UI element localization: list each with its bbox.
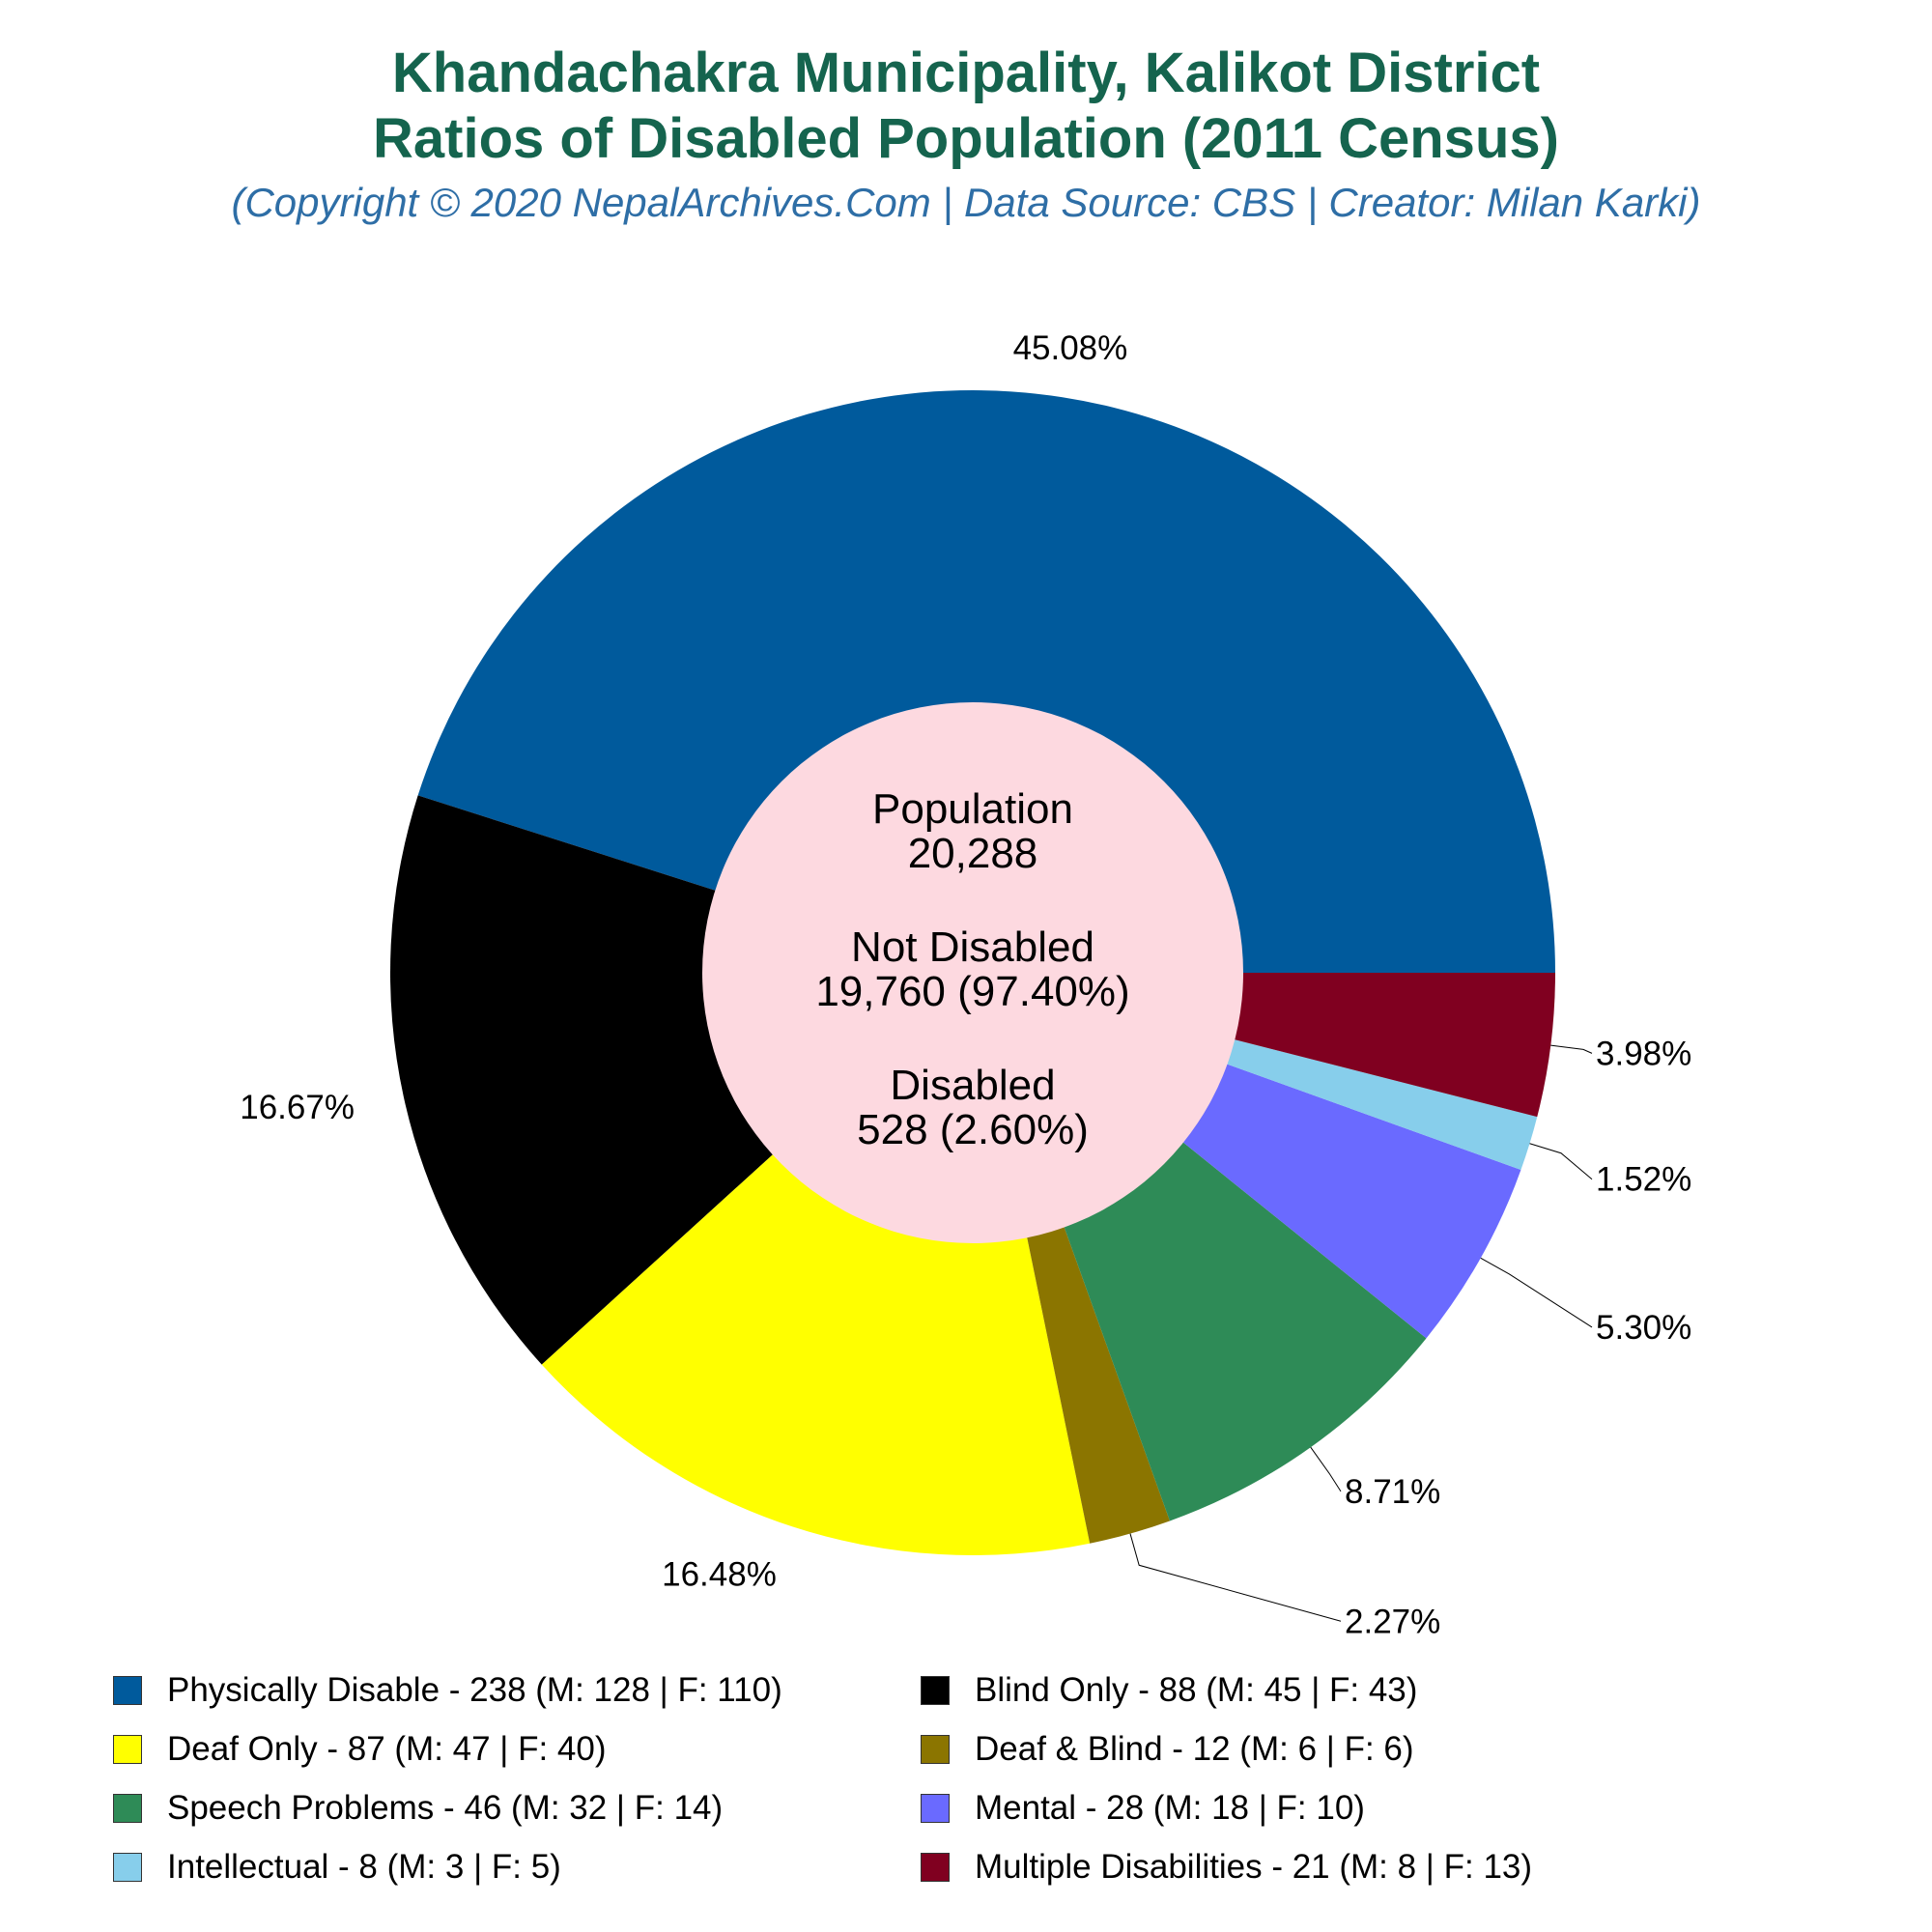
percent-label-mental: 5.30%: [1596, 1308, 1692, 1347]
center-disabled-value: 528 (2.60%): [857, 1106, 1089, 1153]
legend-swatch: [921, 1676, 950, 1705]
legend-label: Intellectual - 8 (M: 3 | F: 5): [167, 1848, 561, 1886]
legend-item-blind-only: [921, 1671, 1417, 1710]
percent-label-deaf-only: 16.48%: [662, 1555, 777, 1594]
leader-line-speech-problems: [1311, 1447, 1341, 1492]
legend-item-deaf-blind: [921, 1730, 1414, 1769]
legend-label: Deaf Only - 87 (M: 47 | F: 40): [167, 1730, 607, 1768]
chart-subtitle: (Copyright © 2020 NepalArchives.Com | Data Source: CBS | Creator: Milan Karki): [231, 180, 1701, 225]
percent-label-multiple-disabilities: 3.98%: [1596, 1035, 1692, 1073]
legend-swatch: [921, 1853, 950, 1882]
legend-swatch: [921, 1794, 950, 1823]
percent-label-physically-disable: 45.08%: [1012, 328, 1128, 367]
legend-label: Blind Only - 88 (M: 45 | F: 43): [975, 1671, 1418, 1709]
legend-item-mental: [921, 1789, 1365, 1828]
percent-label-blind-only: 16.67%: [240, 1089, 355, 1127]
legend-label: Multiple Disabilities - 21 (M: 8 | F: 13): [975, 1848, 1533, 1886]
center-population-value: 20,288: [907, 830, 1038, 877]
percent-label-deaf-blind: 2.27%: [1345, 1603, 1441, 1641]
leader-line-multiple-disabilities: [1550, 1045, 1592, 1053]
center-not-disabled-label: Not Disabled: [851, 923, 1094, 971]
legend-swatch: [113, 1794, 142, 1823]
legend-item-speech-problems: [113, 1789, 723, 1828]
percent-label-intellectual: 1.52%: [1596, 1160, 1692, 1199]
legend-label: Physically Disable - 238 (M: 128 | F: 110): [167, 1671, 782, 1709]
center-population-label: Population: [872, 785, 1073, 833]
leader-line-intellectual: [1530, 1144, 1592, 1179]
legend-swatch: [921, 1735, 950, 1764]
legend-item-physically-disable: [113, 1671, 782, 1710]
leader-line-deaf-blind: [1130, 1534, 1341, 1622]
legend-swatch: [113, 1676, 142, 1705]
legend-swatch: [113, 1853, 142, 1882]
percent-label-speech-problems: 8.71%: [1345, 1472, 1441, 1511]
legend-label: Deaf & Blind - 12 (M: 6 | F: 6): [975, 1730, 1414, 1768]
center-disabled-label: Disabled: [890, 1062, 1056, 1109]
legend-label: Mental - 28 (M: 18 | F: 10): [975, 1789, 1365, 1827]
center-not-disabled-value: 19,760 (97.40%): [815, 968, 1130, 1015]
legend-item-multiple-disabilities: [921, 1848, 1532, 1887]
legend-item-intellectual: [113, 1848, 561, 1887]
leader-line-mental: [1481, 1258, 1592, 1327]
chart-title-line-1: Khandachakra Municipality, Kalikot District: [391, 42, 1541, 104]
legend-swatch: [113, 1735, 142, 1764]
chart-title-line-2: Ratios of Disabled Population (2011 Census): [373, 107, 1559, 170]
legend-label: Speech Problems - 46 (M: 32 | F: 14): [167, 1789, 724, 1827]
legend-item-deaf-only: [113, 1730, 607, 1769]
